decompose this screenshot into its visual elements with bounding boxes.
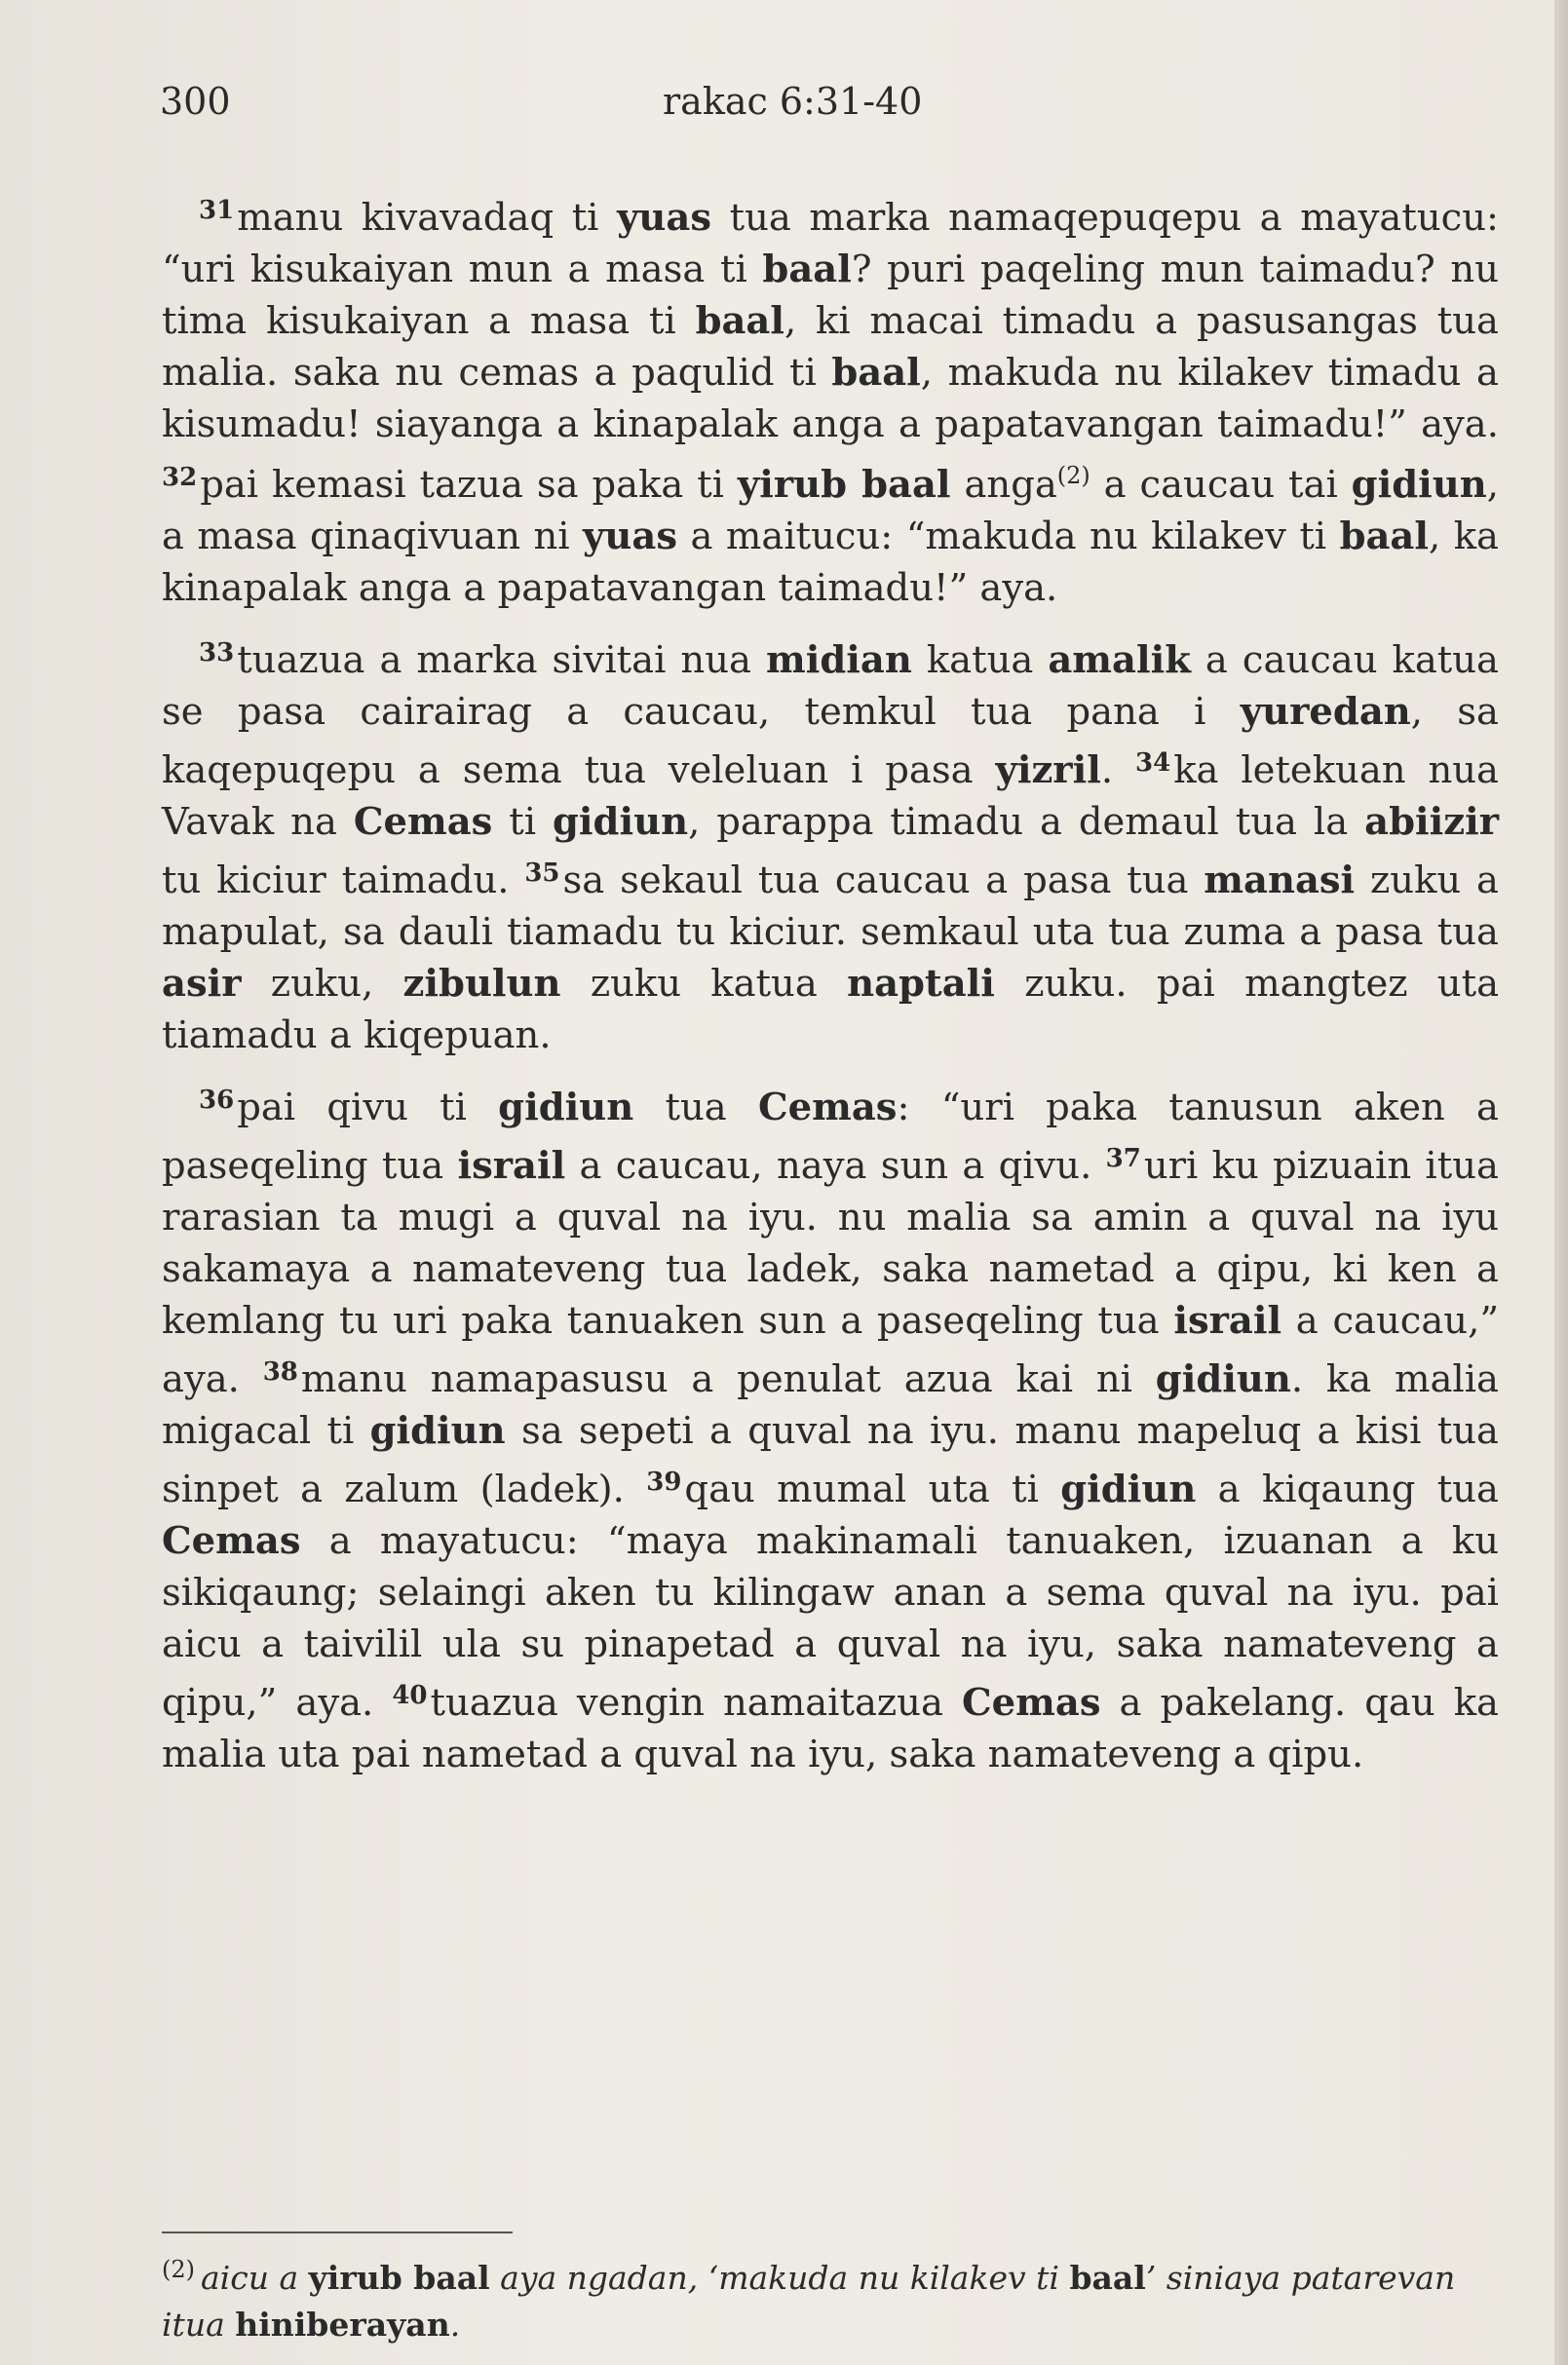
verse-text: , makuda nu kilakev timadu a kisumadu! siayanga a kinapalak anga a papatavangan taimadu!” aya. (162, 351, 1499, 446)
bold-name: gidiun (1155, 1357, 1291, 1401)
verse (162, 463, 1499, 610)
verse-text: tuazua vengin namaitazua (430, 1681, 962, 1725)
verse-number: 39 (646, 1468, 682, 1497)
verse-text: qau mumal uta ti (684, 1468, 1061, 1511)
verse-text: , ka kinapalak anga a papatavangan taimadu!” aya. (162, 515, 1499, 610)
footnote (162, 2246, 1499, 2348)
verse-text: a caucau tai (1090, 463, 1352, 507)
verse-number: 36 (199, 1086, 235, 1115)
verse-text: tu kiciur taimadu. (162, 858, 510, 902)
page-number: 300 (160, 80, 231, 123)
bold-name: baal (695, 299, 784, 343)
bold-name: israil (457, 1144, 566, 1188)
bold-name: yuas (617, 196, 712, 240)
verse-text: zuku katua (560, 962, 848, 1006)
verse-text: sa sepeti a quval na iyu. manu mapeluq a kisi tua sinpet a zalum (ladek). (162, 1409, 1499, 1511)
bold-name: baal (1069, 2259, 1146, 2297)
bold-name: gidiun (553, 800, 689, 844)
verse-text: tua (633, 1086, 758, 1129)
verse-text: a caucau, naya sun a qivu. (565, 1144, 1092, 1188)
verse-text: a pakelang. qau ka malia uta pai nametad a quval na iyu, saka namateveng a qipu. (162, 1681, 1499, 1776)
verse-text: manu kivavadaq ti (237, 196, 618, 240)
verse-text: ka letekuan nua Vavak na (162, 748, 1499, 844)
page-body (162, 185, 1499, 1780)
footnote-divider (162, 2231, 513, 2233)
verse-text: pai qivu ti (237, 1086, 499, 1129)
verse-text: aicu a (201, 2259, 309, 2297)
bold-name: amalik (1048, 638, 1191, 682)
verse-text: . (1100, 748, 1114, 792)
paragraph (162, 185, 1499, 614)
bold-name: naptali (847, 962, 995, 1006)
bold-name: Cemas (757, 1086, 898, 1129)
verse-text: zuku. pai mangtez uta tiamadu a kiqepuan. (162, 962, 1500, 1057)
verse-text: manu namapasusu a penulat azua kai ni (300, 1357, 1156, 1401)
bold-name: manasi (1204, 858, 1356, 902)
bold-name: baal (1339, 515, 1429, 558)
verse-text: , parappa timadu a demaul tua la (688, 800, 1365, 844)
bold-name: gidiun (1060, 1468, 1197, 1511)
verse-text: : “uri paka tanusun aken a paseqeling tua (162, 1086, 1499, 1188)
verse-number: 40 (392, 1681, 428, 1710)
footnote-text (162, 2259, 1455, 2344)
bold-name: Cemas (162, 1519, 301, 1563)
verse-text: , sa kaqepuqepu a sema tua veleluan i pasa (162, 690, 1499, 792)
bold-name: hiniberayan (235, 2306, 450, 2344)
bold-name: yirub baal (308, 2259, 490, 2297)
bold-name: gidiun (1351, 463, 1487, 507)
verse-text: . ka malia migacal ti (162, 1357, 1499, 1453)
verse-text: katua (911, 638, 1049, 682)
verse-text: tua marka namaqepuqepu a mayatucu: “uri kisukaiyan mun a masa ti (162, 196, 1499, 291)
paragraph (162, 1075, 1499, 1780)
verse-text: sa sekaul tua caucau a pasa tua (562, 858, 1205, 902)
verse-text: a kiqaung tua (1196, 1468, 1499, 1511)
verse-text: zuku a mapulat, sa dauli tiamadu tu kiciur. semkaul uta tua zuma a pasa tua (162, 858, 1499, 954)
bold-name: asir (162, 962, 242, 1006)
bold-name: baal (831, 351, 921, 395)
bold-name: abiizir (1364, 800, 1500, 844)
bold-name: Cemas (353, 800, 493, 844)
verse-text: a caucau,” aya. (162, 1299, 1499, 1401)
verse-text: ? puri paqeling mun taimadu? nu tima kisukaiyan a masa ti (162, 248, 1499, 343)
bold-name: midian (765, 638, 912, 682)
verse-number: 34 (1135, 748, 1171, 778)
verse (162, 196, 1499, 446)
verse-text: uri ku pizuain itua rarasian ta mugi a quval na iyu. nu malia sa amin a quval na iyu sakamaya a namateveng tua ladek, saka nametad a qipu, ki ken a kemlang tu uri paka tanuaken sun a paseqeling tua (162, 1144, 1499, 1343)
verse-text: tuazua a marka sivitai nua (237, 638, 766, 682)
verse-number: 37 (1105, 1144, 1141, 1173)
verse-text: , ki macai timadu a pasusangas tua malia. saka nu cemas a paqulid ti (162, 299, 1499, 395)
verse-text: aya ngadan, ‘makuda nu kilakev ti (489, 2259, 1070, 2297)
verse-text: pai kemasi tazua sa paka ti (200, 463, 738, 507)
verse-number: 38 (262, 1357, 298, 1387)
bold-name: gidiun (369, 1409, 506, 1453)
bold-name: yuredan (1240, 690, 1411, 734)
verse-text: zuku, (241, 962, 403, 1006)
verse-text: ’ siniaya patarevan itua (162, 2259, 1456, 2344)
verse-text: a mayatucu: “maya makinamali tanuaken, izuanan a ku sikiqaung; selaingi aken tu kilingaw anan a sema quval na iyu. pai aicu a taivilil ula su pinapetad a quval na iyu, saka namateveng a qipu,” aya. (162, 1519, 1499, 1725)
bold-name: baal (762, 248, 852, 291)
verse-number: 33 (199, 638, 235, 668)
paragraph (162, 628, 1499, 1061)
verse-number: 35 (524, 858, 560, 888)
verse-text: , a masa qinaqivuan ni (162, 463, 1499, 558)
bold-name: israil (1173, 1299, 1282, 1343)
page-header (160, 80, 1495, 138)
verse-text: ti (492, 800, 553, 844)
verse-text: . (449, 2306, 461, 2344)
bold-name: zibulun (402, 962, 561, 1006)
footnote-mark: (2) (162, 2256, 195, 2283)
bold-name: yirub baal (737, 463, 951, 507)
verse-text: a maitucu: “makuda nu kilakev ti (677, 515, 1340, 558)
verse-text: anga (950, 463, 1057, 507)
page-edge (1554, 0, 1568, 2365)
running-title: rakac 6:31-40 (663, 80, 923, 123)
bold-name: yuas (583, 515, 678, 558)
bold-name: gidiun (498, 1086, 634, 1129)
verse-number: 31 (199, 196, 235, 225)
verse-text: a caucau katua se pasa cairairag a caucau, temkul tua pana i (162, 638, 1500, 734)
bold-name: yizril (995, 748, 1101, 792)
bold-name: Cemas (962, 1681, 1101, 1725)
verse-number: 32 (162, 463, 198, 492)
footnote-reference: (2) (1056, 462, 1090, 489)
